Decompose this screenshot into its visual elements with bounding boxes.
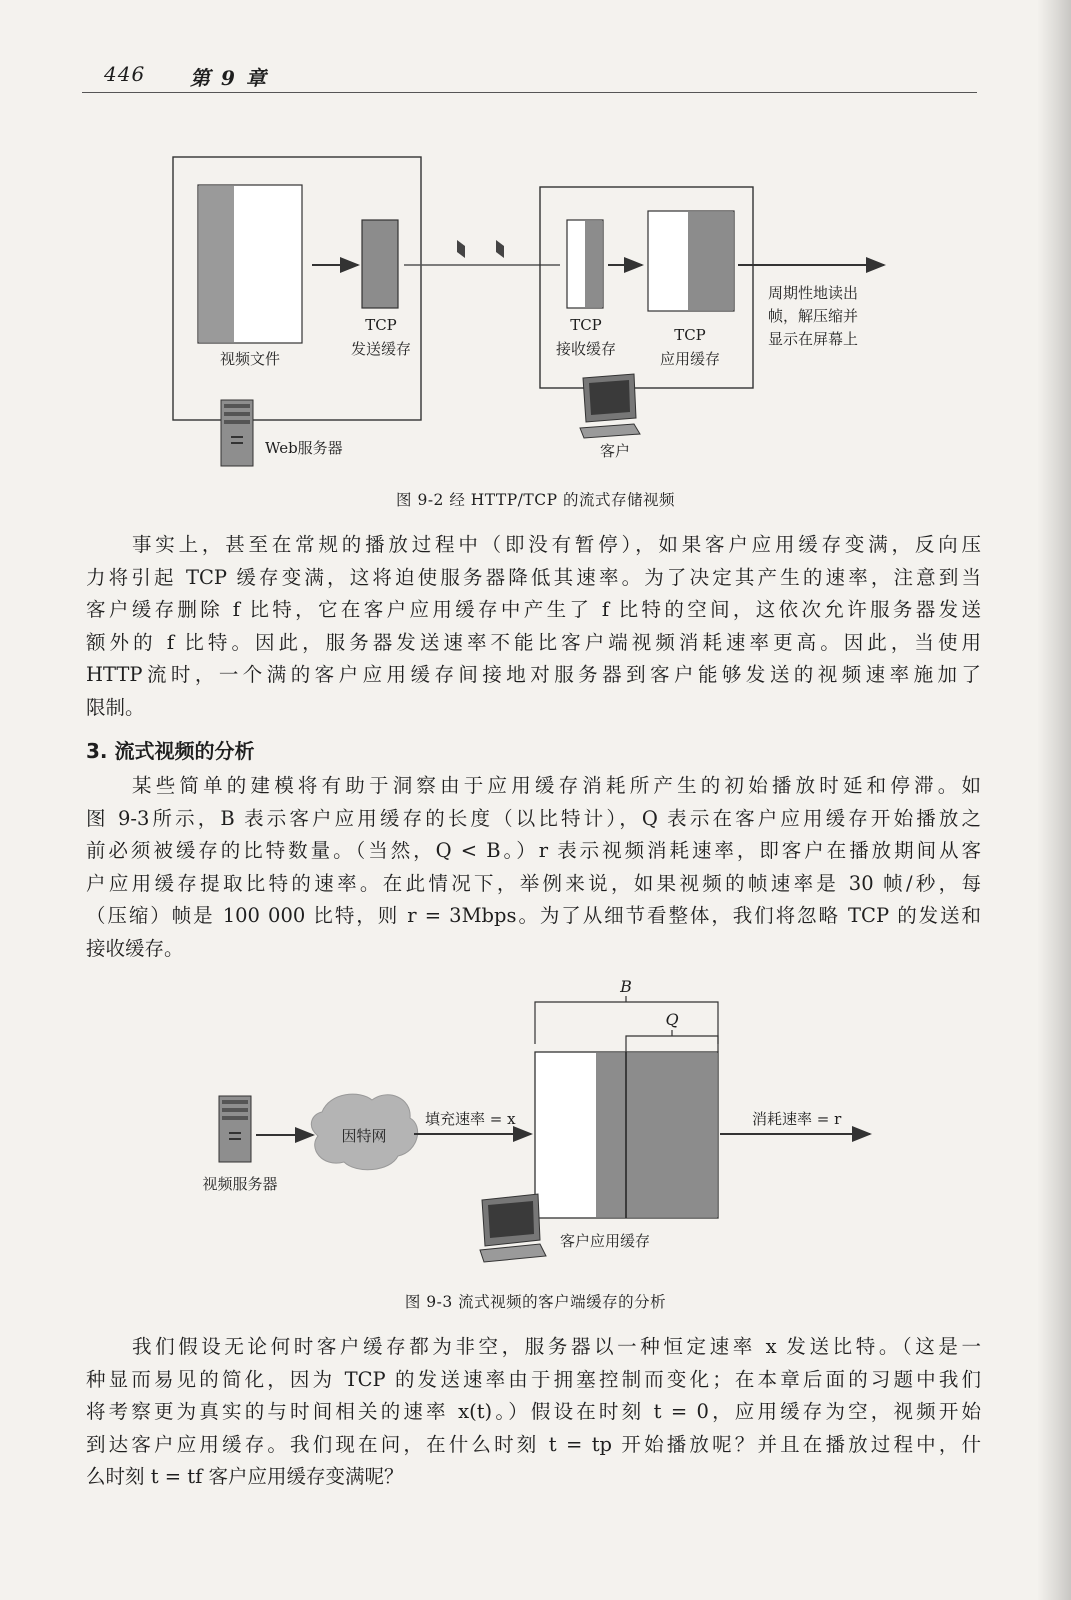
q-bracket (626, 1030, 718, 1052)
client-buffer-fill (596, 1053, 717, 1217)
paragraph-line: 额外的 f 比特。因此，服务器发送速率不能比客户端视频消耗速率更高。因此，当使用 (86, 630, 981, 654)
paragraph-line: 事实上，甚至在常规的播放过程中（即没有暂停），如果客户应用缓存变满，反向压 (132, 533, 981, 556)
figure-9-2 (0, 0, 1071, 480)
paragraph-line: 将考察更为真实的与时间相关的速率 x(t)。）假设在时刻 t = 0，应用缓存为空，视频开始 (86, 1400, 981, 1424)
web-server-icon (221, 400, 253, 466)
paragraph-line: （压缩）帧是 100 000 比特，则 r = 3Mbps。为了从细节看整体，我们将忽略 TCP 的发送和 (86, 904, 981, 928)
client-computer-icon (580, 374, 640, 438)
paragraph-2 (86, 770, 981, 966)
internet-label: 因特网 (341, 1127, 387, 1145)
figure-9-3-caption: 图 9-3 流式视频的客户端缓存的分析 (404, 1293, 667, 1311)
tcp-recv-fill (585, 221, 602, 307)
packet-2 (496, 240, 504, 258)
paragraph-line: 前必须被缓存的比特数量。（当然，Q < B。）r 表示视频消耗速率，即客户在播放期间从客 (86, 839, 981, 863)
fill-rate-label: 填充速率 = x (425, 1110, 516, 1128)
paragraph-line: 我们假设无论何时客户缓存都为非空，服务器以一种恒定速率 x 发送比特。（这是一 (132, 1335, 981, 1358)
client-buffer-label: 客户应用缓存 (559, 1232, 651, 1250)
paragraph-line: 客户缓存删除 f 比特，它在客户应用缓存中产生了 f 比特的空间，这依次允许服务器发送 (86, 598, 981, 622)
page-number: 446 (104, 62, 146, 86)
section-heading: 3. 流式视频的分析 (86, 739, 255, 763)
web-server-label: Web服务器 (265, 439, 343, 457)
paragraph-line: 种显而易见的简化，因为 TCP 的发送速率由于拥塞控制而变化；在本章后面的习题中我们 (86, 1367, 981, 1391)
paragraph-line: 力将引起 TCP 缓存变满，这将迫使服务器降低其速率。为了决定其产生的速率，注意到当 (86, 565, 981, 589)
tcp-send-buffer (362, 220, 398, 308)
paragraph-3 (86, 1331, 981, 1494)
b-label: B (620, 977, 632, 996)
tcp-app-label-2: 应用缓存 (659, 350, 721, 368)
paragraph-line: 户应用缓存提取比特的速率。在此情况下，举例来说，如果视频的帧速率是 30 帧/秒，每 (86, 871, 981, 895)
paragraph-line: 到达客户应用缓存。我们现在问，在什么时刻 t = tp 开始播放呢？并且在播放过程中，什 (86, 1432, 981, 1456)
paragraph-line: 接收缓存。 (86, 936, 184, 960)
display-label-2: 帧，解压缩并 (768, 307, 859, 325)
video-file-fill (199, 186, 234, 342)
display-label-1: 周期性地读出 (768, 284, 859, 302)
paragraph-line: 限制。 (86, 695, 145, 719)
tcp-send-label-1: TCP (365, 316, 397, 334)
paragraph-line: 某些简单的建模将有助于洞察由于应用缓存消耗所产生的初始播放时延和停滞。如 (132, 774, 981, 797)
drain-rate-label: 消耗速率 = r (752, 1110, 842, 1128)
video-file-label: 视频文件 (219, 350, 281, 368)
figure-9-3 (0, 970, 1071, 1290)
paragraph-line: 图 9-3所示，B 表示客户应用缓存的长度（以比特计），Q 表示在客户应用缓存开始播放之 (86, 806, 981, 830)
tcp-recv-label-2: 接收缓存 (555, 340, 617, 358)
video-server-icon (219, 1096, 251, 1162)
packet-1 (457, 240, 465, 258)
client-label: 客户 (599, 442, 631, 460)
tcp-recv-label-1: TCP (570, 316, 602, 334)
tcp-send-label-2: 发送缓存 (350, 340, 412, 358)
paragraph-line: HTTP流时，一个满的客户应用缓存间接地对服务器到客户能够发送的视频速率施加了 (86, 663, 981, 687)
tcp-app-label-1: TCP (674, 326, 706, 344)
display-label-3: 显示在屏幕上 (768, 330, 859, 348)
tcp-app-fill (688, 212, 733, 310)
q-label: Q (665, 1010, 679, 1029)
paragraph-1 (86, 529, 981, 725)
paragraph-line: 么时刻 t = tf 客户应用缓存变满呢？ (86, 1465, 404, 1489)
video-server-label: 视频服务器 (202, 1175, 278, 1193)
client-computer-icon-2 (480, 1194, 546, 1262)
figure-9-2-caption: 图 9-2 经 HTTP/TCP 的流式存储视频 (396, 491, 675, 509)
chapter-title: 第 9 章 (190, 66, 268, 90)
